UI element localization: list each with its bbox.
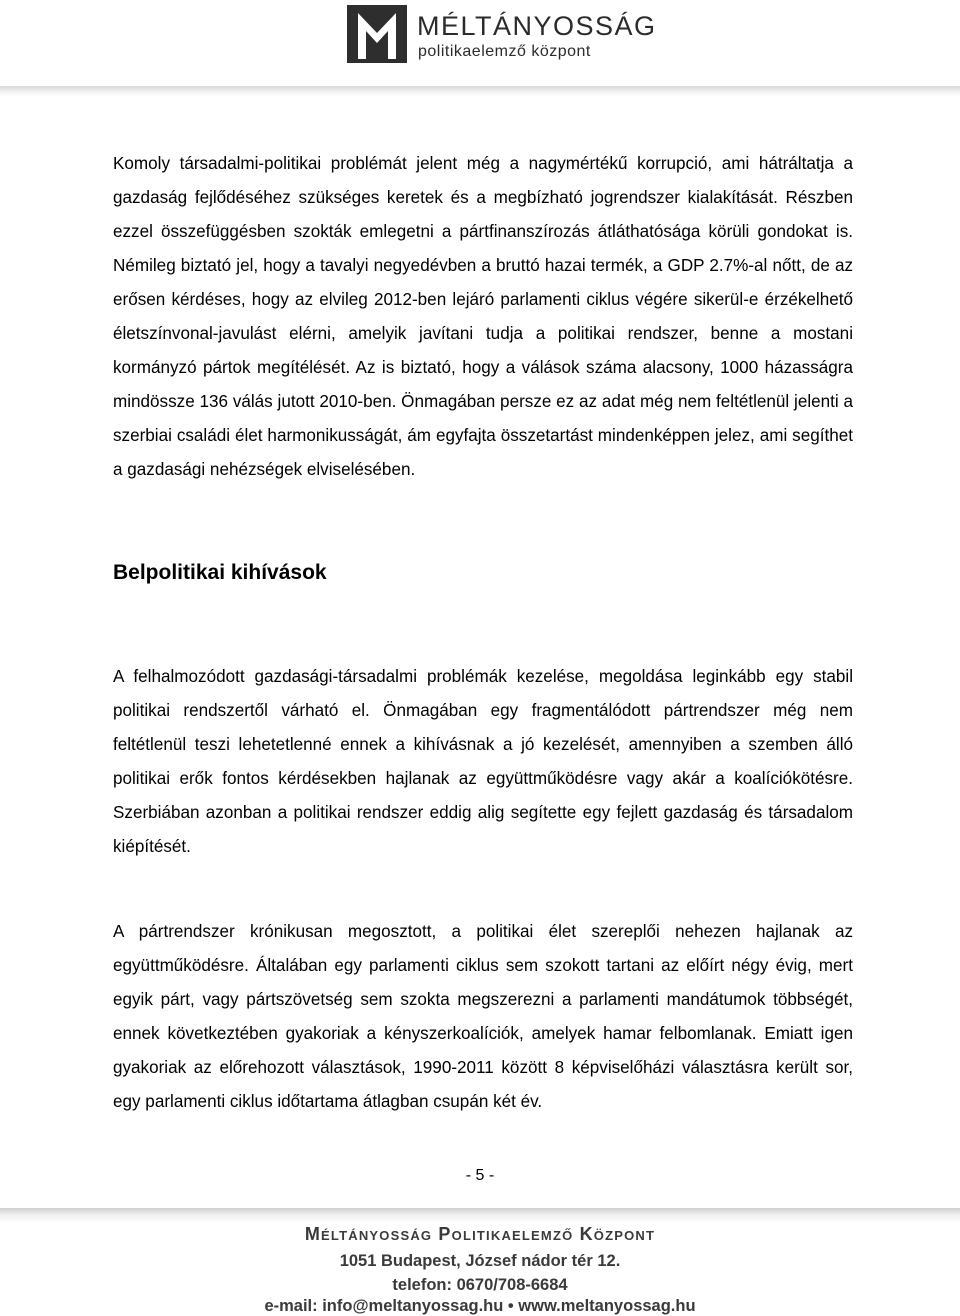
paragraph-party-system: A pártrendszer krónikusan megosztott, a politikai élet szereplői nehezen hajlanak az együttműködésre. Általában egy parlamenti ciklus sem szokott tartani az előírt négy évig, mert egyik párt, vagy pártszövetség sem szokta megszerezni a parlamenti mandátumok többségét, ennek következtében gyakoriak a kényszerkoalíciók, amelyek hamar felbomlanak. Emiatt igen gyakoriak az előrehozott választások, 1990-2011 között 8 képviselőházi választásra került sor, egy parlamenti ciklus időtartama átlagban csupán két év. — [113, 922, 853, 1111]
brand-subtitle: politikaelemző központ — [418, 43, 591, 60]
paragraph-political-system: A felhalmozódott gazdasági-társadalmi problémák kezelése, megoldása leginkább egy stabil politikai rendszertől várható el. Önmagában egy fragmentálódott pártrendszer még nem feltétlenül teszi lehetetlenné ennek a kihívásnak a jó kezelését, amennyiben a szemben álló politikai erők fontos kérdésekben hajlanak az együttműködésre vagy akár a koalíciókötésre. Szerbiában azonban a politikai rendszer eddig alig segítette egy fejlett gazdaság és társadalom kiépítését. — [113, 667, 853, 856]
footer-contact: e-mail: info@meltanyossag.hu • www.meltanyossag.hu — [264, 1297, 696, 1315]
footer-organization: Méltányosság Politikaelemző Központ — [304, 1224, 656, 1244]
paragraph-economy: Komoly társadalmi-politikai problémát jelent még a nagymértékű korrupció, ami hátráltatja a gazdaság fejlődéséhez szükséges keretek és a megbízható jogrendszer kialakítását. Részben ezzel összefüggésben szokták emlegetni a pártfinanszírozás átláthatósága körüli gondokat is. Némileg biztató jel, hogy a tavalyi negyedévben a bruttó hazai termék, a GDP 2.7%-al nőtt, de az erősen kérdéses, hogy az elvileg 2012-ben lejáró parlamenti ciklus végére sikerül-e érzékelhető életszínvonal-javulást elérni, amelyik javítani tudja a politikai rendszer, benne a mostani kormányzó pártok megítélését. Az is biztató, hogy a válások száma alacsony, 1000 házasságra mindössze 136 válás jutott 2010-ben. Önmagában persze ez az adat még nem feltétlenül jelenti a szerbiai családi élet harmonikusságát, ám egyfajta összetartást mindenképpen jelez, ami segíthet a gazdasági nehézségek elviselésében. — [113, 154, 853, 479]
page-number: - 5 - — [465, 1167, 495, 1184]
section-heading: Belpolitikai kihívások — [113, 561, 327, 584]
logo-mark-icon — [347, 5, 407, 63]
brand-title: MÉLTÁNYOSSÁG — [417, 11, 657, 41]
footer-phone: telefon: 0670/708-6684 — [392, 1276, 568, 1294]
footer — [0, 1208, 960, 1316]
document-body — [113, 147, 853, 1119]
header-divider — [0, 86, 960, 96]
header-logo — [347, 5, 657, 65]
footer-address: 1051 Budapest, József nádor tér 12. — [339, 1252, 621, 1270]
